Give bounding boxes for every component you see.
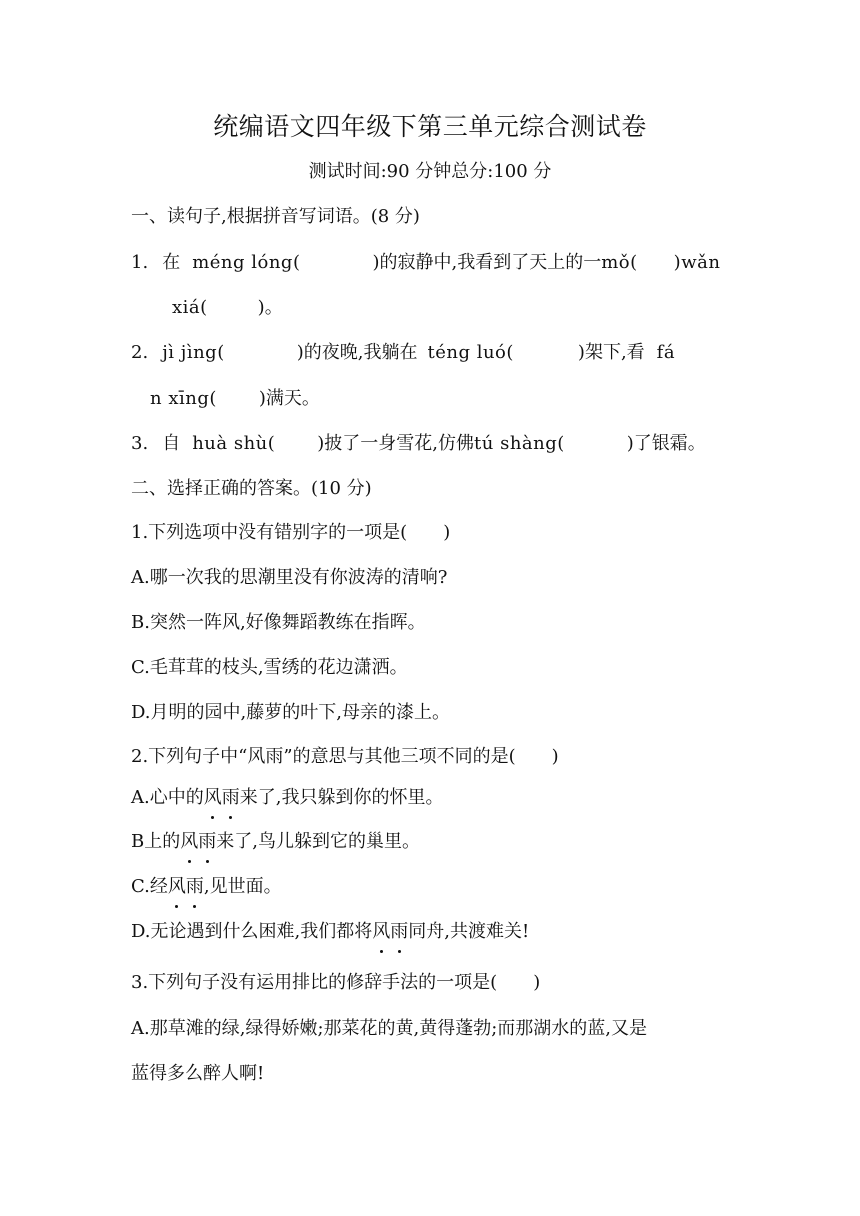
emphasis-char: 风 xyxy=(180,831,199,852)
s2-q3-close: ) xyxy=(533,972,541,993)
option-text: B上的 xyxy=(131,831,181,852)
s1-q2-pinyin2: téng luó( xyxy=(427,342,514,363)
s1-q2-text2: )架下,看 xyxy=(577,342,645,363)
s2-q3-stem-text: 3.下列句子没有运用排比的修辞手法的一项是( xyxy=(131,972,498,993)
s1-q1-line1 xyxy=(131,251,720,275)
s1-q1-pinyin1: méng lóng( xyxy=(192,252,301,273)
s1-q3-line1 xyxy=(131,432,706,456)
s1-q2-pinyin1: jì jìng( xyxy=(162,342,225,363)
s1-q3-text2: )了银霜。 xyxy=(626,433,706,454)
s1-q1-num: 1. xyxy=(131,252,149,273)
option-text: 来了,我只躲到你的怀里。 xyxy=(239,787,444,808)
s2-q2-close: ) xyxy=(551,746,559,767)
option-text: D.无论遇到什么困难,我们都将 xyxy=(131,921,373,942)
s2-q3-option-a-line2: 蓝得多么醉人啊! xyxy=(131,1063,265,1084)
s1-q1-pinyin2: mǒ( xyxy=(601,252,638,273)
s1-q1-text1: )的寂静中,我看到了天上的一 xyxy=(372,252,602,273)
option-text: 来了,鸟儿躲到它的巢里。 xyxy=(216,831,420,852)
s1-q2-text3: )满天。 xyxy=(258,388,320,409)
s1-q3-zi: 自 xyxy=(162,433,181,454)
section2-heading: 二、选择正确的答案。(10 分) xyxy=(131,478,372,499)
s1-q1-line2 xyxy=(172,296,283,320)
s2-q2-stem xyxy=(131,745,559,769)
option-text: 同舟,共渡难关! xyxy=(408,921,530,942)
s2-q2-option-a xyxy=(131,786,443,810)
s1-q2-line1 xyxy=(131,341,675,365)
s1-q2-num: 2. xyxy=(131,342,149,363)
s2-q1-option-b: B.突然一阵风,好像舞蹈教练在指晖。 xyxy=(131,612,426,633)
s1-q1-zai: 在 xyxy=(162,252,181,273)
s1-q3-pinyin2: tú shàng( xyxy=(474,433,565,454)
option-text: C.经 xyxy=(131,876,168,897)
s1-q1-text2: )。 xyxy=(257,297,283,318)
section1-heading: 一、读句子,根据拼音写词语。(8 分) xyxy=(131,206,420,227)
emphasis-char: 雨 xyxy=(221,787,240,808)
s2-q2-option-d xyxy=(131,920,529,944)
option-text: A.心中的 xyxy=(131,787,204,808)
s2-q2-option-c xyxy=(131,875,282,899)
s2-q1-close: ) xyxy=(443,522,451,543)
s1-q3-num: 3. xyxy=(131,433,149,454)
s1-q2-line2 xyxy=(150,387,320,411)
s2-q3-option-a-line1: A.那草滩的绿,绿得娇嫩;那菜花的黄,黄得蓬勃;而那湖水的蓝,又是 xyxy=(131,1018,648,1039)
s1-q2-text1: )的夜晚,我躺在 xyxy=(296,342,418,363)
s1-q2-pinyin4: n xīng( xyxy=(150,388,217,409)
page-subtitle: 测试时间:90 分钟总分:100 分 xyxy=(308,161,552,182)
emphasis-char: 风 xyxy=(372,921,391,942)
emphasis-char: 雨 xyxy=(198,831,217,852)
s1-q2-pinyin3: fá xyxy=(656,342,676,363)
option-text: ,见世面。 xyxy=(203,876,282,897)
s1-q1-pinyin3: )wǎn xyxy=(673,252,721,273)
s2-q1-option-d: D.月明的园中,藤萝的叶下,母亲的漆上。 xyxy=(131,702,450,723)
emphasis-char: 风 xyxy=(167,876,186,897)
s2-q1-option-c: C.毛茸茸的枝头,雪绣的花边潇洒。 xyxy=(131,657,408,678)
s2-q3-stem xyxy=(131,971,540,995)
s2-q2-stem-text: 2.下列句子中“风雨”的意思与其他三项不同的是( xyxy=(131,746,516,767)
emphasis-char: 风 xyxy=(203,787,222,808)
emphasis-char: 雨 xyxy=(185,876,204,897)
s2-q1-stem xyxy=(131,521,450,545)
s2-q1-option-a: A.哪一次我的思潮里没有你波涛的清响? xyxy=(131,567,448,588)
page-title: 统编语文四年级下第三单元综合测试卷 xyxy=(213,112,647,141)
s1-q1-pinyin4: xiá( xyxy=(172,297,208,318)
s1-q3-pinyin1: huà shù( xyxy=(192,433,276,454)
s2-q1-stem-text: 1.下列选项中没有错别字的一项是( xyxy=(131,522,408,543)
s2-q2-option-b xyxy=(131,830,420,854)
s1-q3-text1: )披了一身雪花,仿佛 xyxy=(317,433,475,454)
emphasis-char: 雨 xyxy=(390,921,409,942)
